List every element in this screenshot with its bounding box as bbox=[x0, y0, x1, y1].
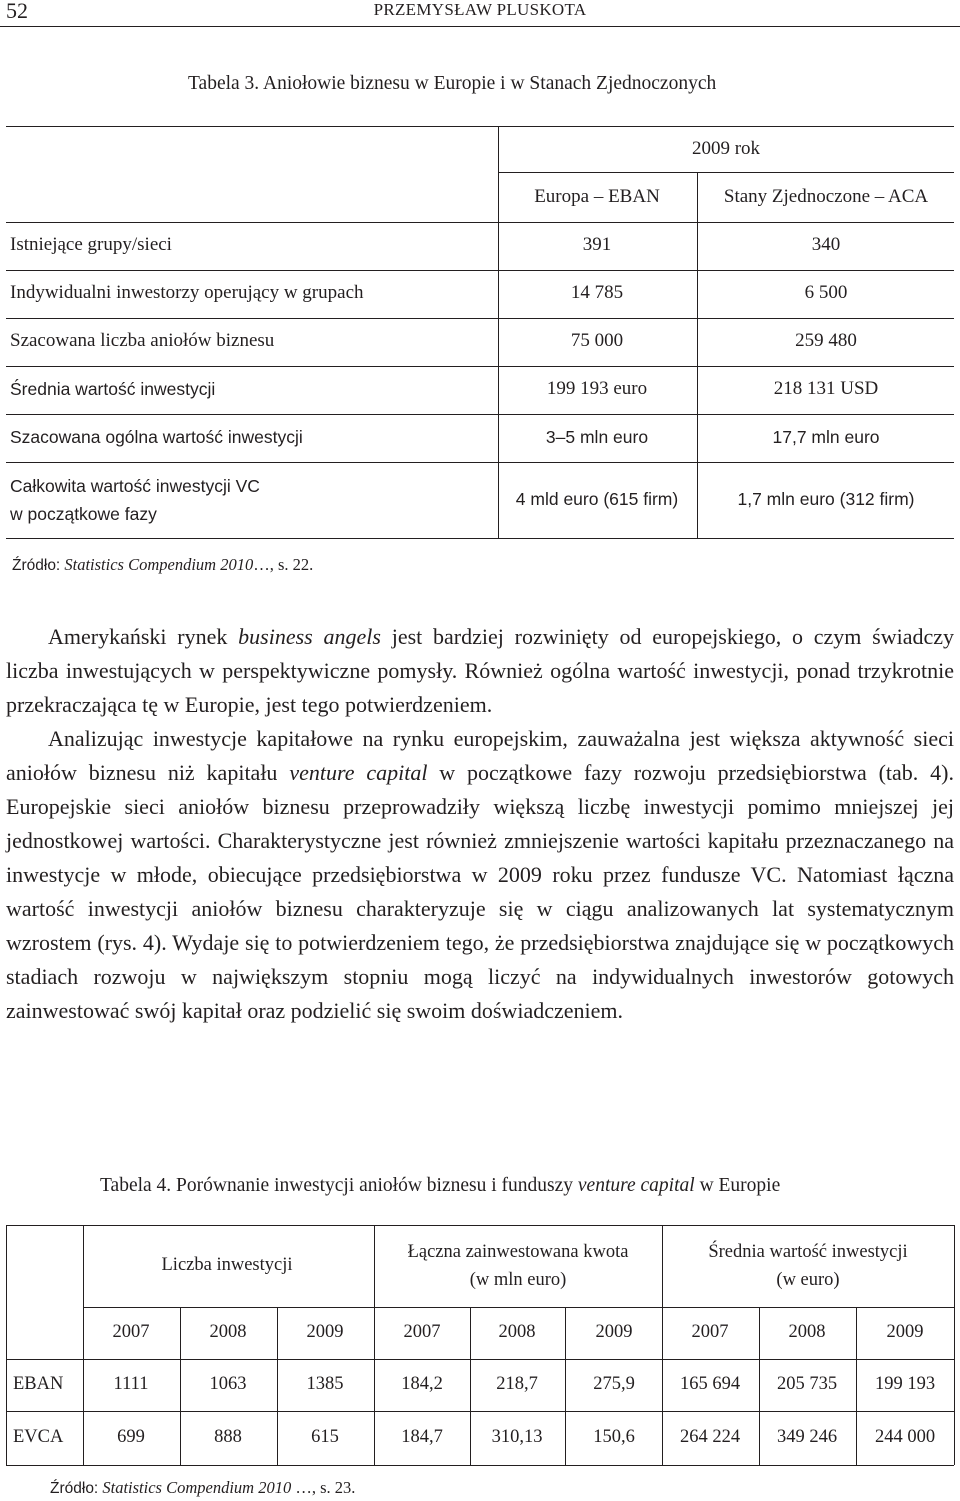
table4-cell: 1385 bbox=[306, 1374, 344, 1394]
table3-rule bbox=[6, 270, 954, 271]
table4-cell: 275,9 bbox=[593, 1374, 635, 1394]
paragraph: Amerykański rynek business angels jest bardziej rozwinięty od europejskiego, o czym świadczy liczba inwestujących w perspektywiczne pomysły. Również ogólna wartość inwestycji, ponad trzykrotnie przekraczająca tę w Europie, jest tego potwierdzeniem. bbox=[6, 624, 955, 717]
table4-cell: 615 bbox=[311, 1427, 339, 1447]
table3-year-header: 2009 rok bbox=[691, 138, 761, 159]
source-rest: …, s. 22. bbox=[253, 555, 314, 574]
table3-col-europe: Europa – EBAN bbox=[534, 186, 660, 207]
table3-cell: 14 785 bbox=[570, 282, 624, 303]
table3-col-usa: Stany Zjednoczone – ACA bbox=[723, 186, 929, 207]
source-title: Statistics Compendium 2010 bbox=[64, 555, 254, 574]
table3-caption: Tabela 3. Aniołowie biznesu w Europie i w Stanach Zjednoczonych bbox=[188, 73, 717, 94]
table3-rule bbox=[6, 366, 954, 367]
source-rest: …, s. 23. bbox=[291, 1478, 356, 1497]
running-header bbox=[0, 0, 960, 27]
table4-cell: 218,7 bbox=[496, 1374, 538, 1394]
table4-cell: 349 246 bbox=[776, 1427, 838, 1447]
source-label: Źródło: bbox=[12, 557, 61, 574]
table4-rule bbox=[83, 1225, 84, 1465]
table4-cell: 1111 bbox=[113, 1374, 149, 1394]
table3-rule bbox=[6, 538, 954, 539]
table4-year: 2008 bbox=[788, 1322, 826, 1342]
table4-cell: 184,2 bbox=[401, 1374, 443, 1394]
table3-rule bbox=[6, 318, 954, 319]
table4-rule bbox=[759, 1307, 760, 1465]
table3-cell: 199 193 euro bbox=[546, 378, 648, 399]
table4-cell: 199 193 bbox=[874, 1374, 936, 1394]
table4-source bbox=[50, 1478, 355, 1498]
table3-row-label: w początkowe fazy bbox=[10, 504, 157, 524]
table4-group-count: Liczba inwestycji bbox=[161, 1255, 293, 1275]
table4-rule bbox=[83, 1307, 954, 1308]
table4-row-label: EBAN bbox=[13, 1374, 64, 1394]
table4-row-label: EVCA bbox=[13, 1427, 64, 1447]
table3-rule bbox=[6, 414, 954, 415]
table4-cell: 1063 bbox=[209, 1374, 247, 1394]
body-text bbox=[6, 620, 954, 1028]
table4-rule bbox=[565, 1307, 566, 1465]
table4-rule bbox=[954, 1225, 955, 1465]
table4-rule bbox=[470, 1307, 471, 1465]
table4-year: 2007 bbox=[691, 1322, 729, 1342]
table4-rule bbox=[6, 1465, 954, 1466]
table4-year: 2007 bbox=[403, 1322, 441, 1342]
table3-cell: 391 bbox=[582, 234, 612, 255]
table4-rule bbox=[374, 1225, 375, 1465]
table3-cell: 340 bbox=[811, 234, 841, 255]
page-number: 52 bbox=[6, 0, 28, 23]
table4-cell: 699 bbox=[117, 1427, 145, 1447]
table4-cell: 205 735 bbox=[776, 1374, 838, 1394]
table4-cell: 150,6 bbox=[593, 1427, 635, 1447]
table3-row-label: Całkowita wartość inwestycji VC bbox=[10, 476, 260, 496]
table4-year: 2008 bbox=[498, 1322, 536, 1342]
table3-row-label: Indywidualni inwestorzy operujący w grupach bbox=[10, 282, 364, 303]
table4-year: 2009 bbox=[595, 1322, 633, 1342]
table3-rule bbox=[6, 222, 954, 223]
table3-row-label: Szacowana ogólna wartość inwestycji bbox=[10, 427, 303, 447]
table4-rule bbox=[180, 1307, 181, 1465]
table3-cell: 75 000 bbox=[570, 330, 624, 351]
table4-year: 2008 bbox=[209, 1322, 247, 1342]
table4-rule bbox=[6, 1225, 954, 1226]
author-name: PRZEMYSŁAW PLUSKOTA bbox=[373, 0, 587, 19]
table3-cell: 4 mld euro (615 firm) bbox=[515, 489, 679, 509]
table3-rule bbox=[498, 172, 954, 173]
table3-rule bbox=[498, 126, 499, 538]
table4-rule bbox=[6, 1411, 954, 1412]
table4-rule bbox=[277, 1307, 278, 1465]
table3-row-label: Średnia wartość inwestycji bbox=[10, 379, 216, 399]
table4-rule bbox=[6, 1225, 7, 1465]
table4-rule bbox=[6, 1359, 954, 1360]
table3-cell: 17,7 mln euro bbox=[772, 427, 880, 447]
source-label: Źródło: bbox=[50, 1480, 99, 1497]
table3-cell: 6 500 bbox=[804, 282, 848, 303]
table3-cell: 218 131 USD bbox=[773, 378, 879, 399]
table4-group-average: Średnia wartość inwestycji (w euro) bbox=[708, 1242, 908, 1290]
table4-group-total: Łączna zainwestowana kwota (w mln euro) bbox=[407, 1242, 629, 1290]
table4-cell: 184,7 bbox=[401, 1427, 443, 1447]
table4-cell: 264 224 bbox=[679, 1427, 741, 1447]
table3-row-label: Szacowana liczba aniołów biznesu bbox=[10, 330, 275, 351]
table3-rule bbox=[6, 126, 954, 127]
table4-cell: 310,13 bbox=[491, 1427, 543, 1447]
table4-cell: 244 000 bbox=[874, 1427, 936, 1447]
table4-cell: 165 694 bbox=[679, 1374, 741, 1394]
table4-year: 2009 bbox=[886, 1322, 924, 1342]
table3-cell: 1,7 mln euro (312 firm) bbox=[737, 489, 915, 509]
table4-year: 2009 bbox=[306, 1322, 344, 1342]
table3-row-label: Istniejące grupy/sieci bbox=[10, 234, 172, 255]
table3-source bbox=[12, 555, 313, 575]
table4-year: 2007 bbox=[112, 1322, 150, 1342]
table3-rule bbox=[6, 462, 954, 463]
table4-rule bbox=[856, 1307, 857, 1465]
table4-rule bbox=[662, 1225, 663, 1465]
paragraph: Analizując inwestycje kapitałowe na rynku europejskim, zauważalna jest większa aktywność sieci aniołów biznesu niż kapitału venture capital w początkowe fazy rozwoju przedsiębiorstwa (tab. 4). Europejskie sieci aniołów biznesu przeprowadziły większą liczbę inwestycji pomimo mniejszej jej jednostkowej wartości. Charakterystyczne jest również zmniejszenie wartości kapitału przeznaczanego na inwestycje w młode, obiecujące przedsiębiorstwa w 2009 roku przez fundusze VC. Natomiast łączna wartość inwestycji aniołów biznesu charakteryzuje się w ciągu analizowanych lat systematycznym wzrostem (rys. 4). Wydaje się to potwierdzeniem tego, że przedsiębiorstwa znajdujące się w początkowych stadiach rozwoju w największym stopniu mogą liczyć na indywidualnych inwestorów gotowych zainwestować swój kapitał oraz podzielić się swoim doświadczeniem. bbox=[6, 726, 954, 1023]
table4-cell: 888 bbox=[214, 1427, 242, 1447]
source-title: Statistics Compendium 2010 bbox=[102, 1478, 292, 1497]
table3-cell: 3–5 mln euro bbox=[545, 427, 649, 447]
table3-cell: 259 480 bbox=[795, 330, 857, 351]
table3-rule bbox=[697, 172, 698, 538]
table4-caption: Tabela 4. Porównanie inwestycji aniołów biznesu i funduszy venture capital w Europie bbox=[100, 1175, 781, 1196]
